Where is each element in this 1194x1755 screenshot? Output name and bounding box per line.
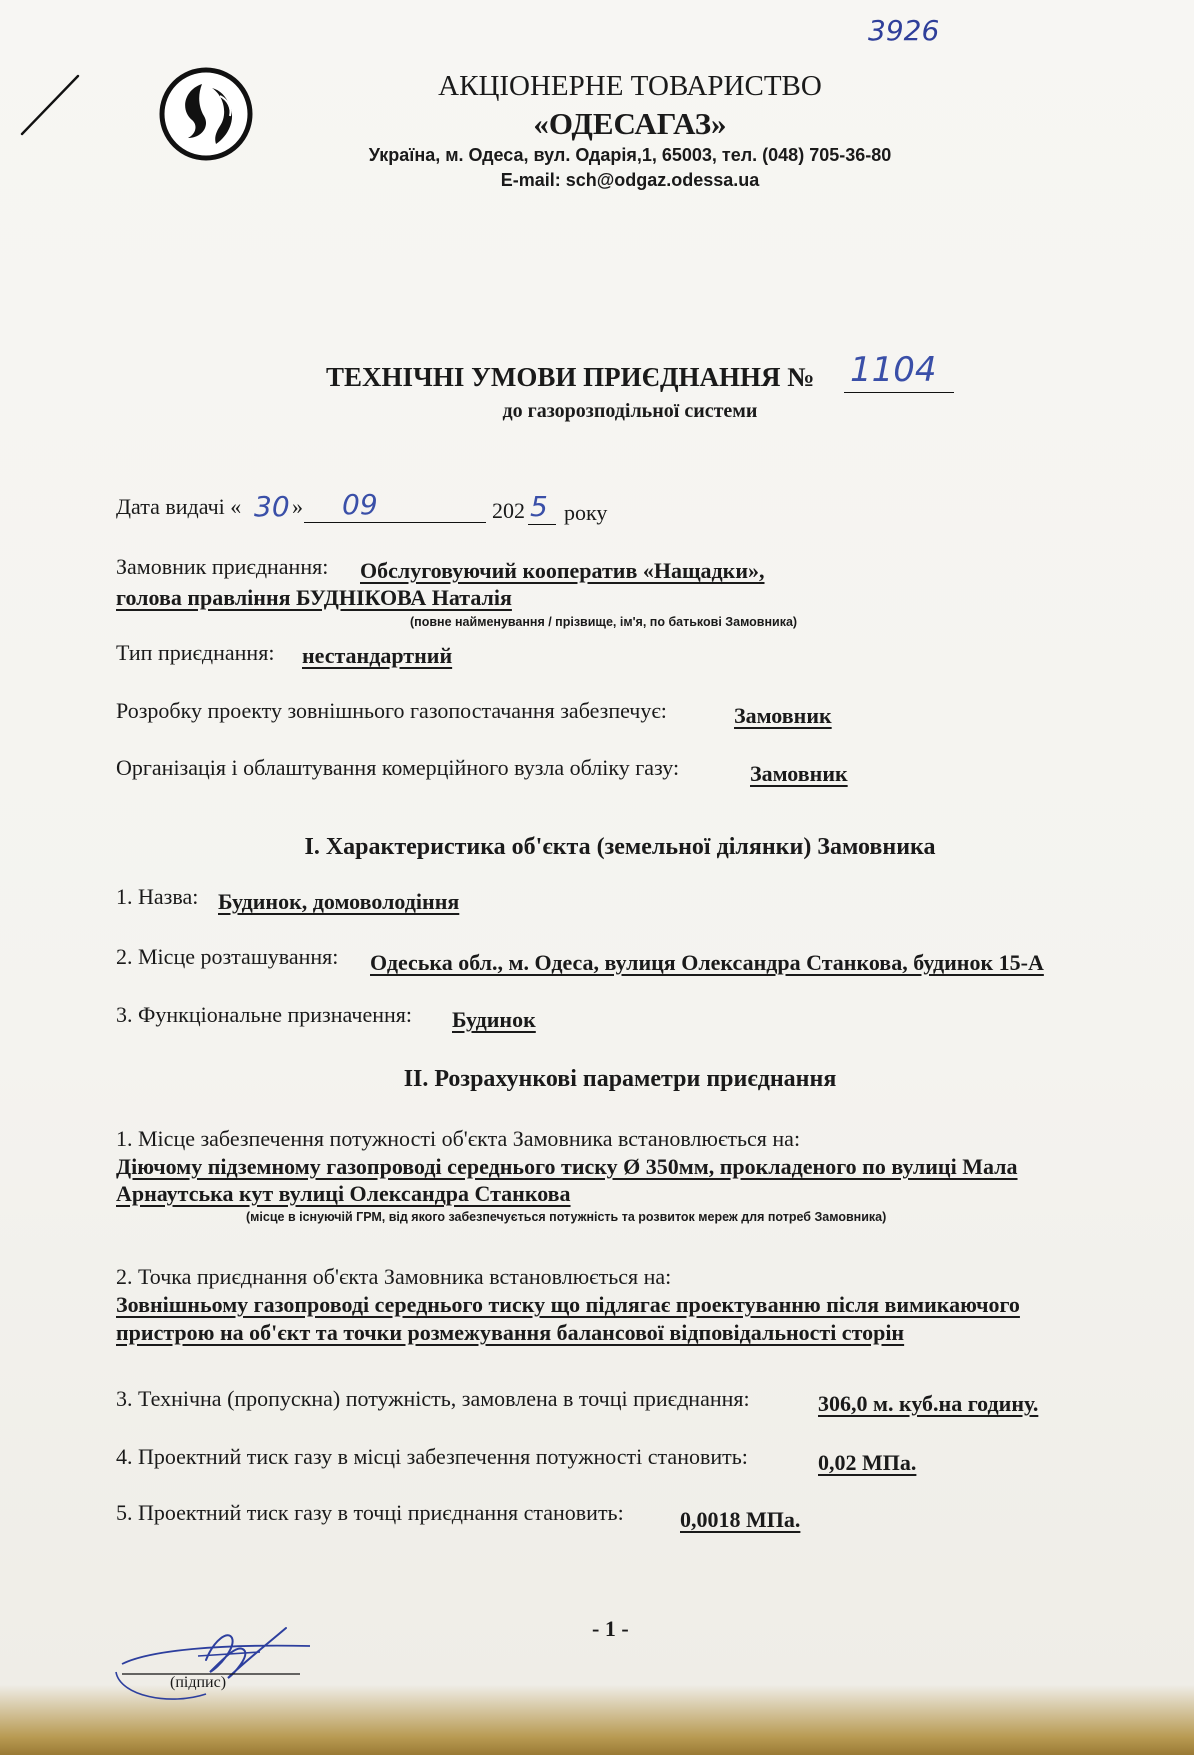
section2-item5-value: 0,0018 МПа. — [680, 1507, 801, 1532]
issue-date-month-line — [304, 488, 486, 523]
connection-type-value: нестандартний — [302, 643, 453, 668]
metering-value: Замовник — [750, 761, 848, 786]
section1-item2-value: Одеська обл., м. Одеса, вулиця Олександра Станкова, будинок 15-А — [370, 950, 1044, 975]
section1-item3-label: 3. Функціональне призначення: — [116, 1002, 413, 1027]
pen-stroke-mark-icon — [18, 72, 82, 138]
document-number: 1104 — [850, 350, 937, 390]
section2-item1-value-line2: Арнаутська кут вулиці Олександра Станкова — [116, 1181, 571, 1206]
issue-date-month: 09 — [342, 488, 378, 521]
section1-item1-value: Будинок, домоволодіння — [218, 889, 460, 914]
section2-item2-value-line1: Зовнішньому газопроводі середнього тиску що підлягає проектуванню після вимикаючого — [116, 1292, 1020, 1317]
company-email: E-mail: sch@odgaz.odessa.ua — [500, 170, 760, 190]
section2-item1-label: 1. Місце забезпечення потужності об'єкта Замовника встановлюється на: — [116, 1126, 801, 1151]
section2-item2-label: 2. Точка приєднання об'єкта Замовника встановлюється на: — [116, 1264, 672, 1289]
issue-date-year-prefix: 202 — [492, 498, 525, 523]
issue-date-label: Дата видачі « — [116, 494, 242, 519]
section1-item1-label: 1. Назва: — [116, 884, 199, 909]
section2-item3-label: 3. Технічна (пропускна) потужність, замовлена в точці приєднання: — [116, 1386, 750, 1411]
archive-number: 3926 — [868, 14, 940, 47]
section2-item1-value-line1: Діючому підземному газопроводі середнього тиску Ø 350мм, прокладеного по вулиці Мала — [116, 1154, 1018, 1179]
issue-date-year-line — [528, 490, 556, 525]
project-design-label: Розробку проекту зовнішнього газопостачання забезпечує: — [116, 698, 667, 723]
issue-date-day: 30 — [254, 490, 290, 523]
section2-item2-value-line2: пристрою на об'єкт та точки розмежування балансової відповідальності сторін — [116, 1320, 905, 1345]
company-name-line2: «ОДЕСАГАЗ» — [533, 106, 727, 141]
section1-title: І. Характеристика об'єкта (земельної ділянки) Замовника — [304, 834, 936, 860]
customer-label: Замовник приєднання: — [116, 554, 329, 579]
connection-type-label: Тип приєднання: — [116, 640, 275, 665]
company-address: Україна, м. Одеса, вул. Одарія,1, 65003, тел. (048) 705-36-80 — [368, 145, 892, 165]
section2-title: ІІ. Розрахункові параметри приєднання — [403, 1066, 837, 1092]
document-subtitle: до газорозподільної системи — [502, 400, 758, 422]
page-number: - 1 - — [592, 1616, 629, 1641]
metering-label: Організація і облаштування комерційного вузла обліку газу: — [116, 755, 680, 780]
section1-item3-value: Будинок — [452, 1007, 536, 1032]
section1-item2-label: 2. Місце розташування: — [116, 944, 339, 969]
section2-item3-value: 306,0 м. куб.на годину. — [818, 1391, 1039, 1416]
project-design-value: Замовник — [734, 703, 832, 728]
customer-hint: (повне найменування / прізвище, ім'я, по батькові Замовника) — [410, 615, 798, 629]
section2-item4-value: 0,02 МПа. — [818, 1450, 917, 1475]
customer-value-line2: голова правління БУДНІКОВА Наталія — [116, 585, 512, 610]
gas-flame-logo-icon — [158, 66, 254, 162]
section2-item5-label: 5. Проектний тиск газу в точці приєднання становить: — [116, 1500, 624, 1525]
issue-date-close-quote: » — [292, 494, 303, 519]
handwritten-signature-icon — [110, 1616, 330, 1706]
company-name-line1: АКЦІОНЕРНЕ ТОВАРИСТВО — [438, 70, 822, 102]
section2-item4-label: 4. Проектний тиск газу в місці забезпечення потужності становить: — [116, 1444, 748, 1469]
document-title: ТЕХНІЧНІ УМОВИ ПРИЄДНАННЯ № — [326, 362, 815, 392]
issue-date-year-suffix: 5 — [530, 490, 548, 523]
signature-caption: (підпис) — [170, 1674, 227, 1691]
issue-date-year-word: року — [564, 500, 608, 525]
section2-item1-hint: (місце в існуючій ГРМ, від якого забезпечується потужність та розвиток мереж для потреб Замовника) — [246, 1210, 887, 1224]
document-number-line — [844, 350, 954, 393]
customer-value-line1: Обслуговуючий кооператив «Нащадки», — [360, 558, 765, 583]
